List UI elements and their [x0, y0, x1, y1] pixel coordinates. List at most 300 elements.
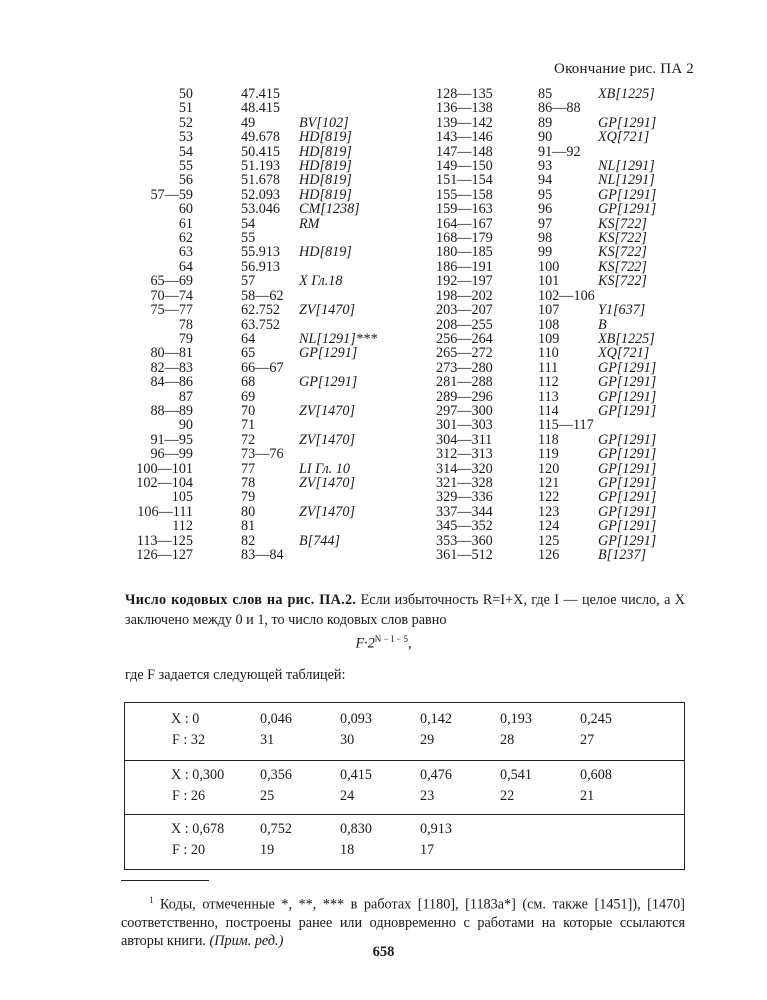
reference: GP[1291] [598, 431, 657, 448]
reference: B[1237] [598, 547, 647, 563]
f-row [125, 842, 684, 862]
reference [299, 519, 399, 533]
code-row [436, 332, 678, 346]
length-range: 203—207 [436, 302, 493, 319]
value: 124 [538, 518, 560, 535]
length-range: 353—360 [436, 532, 493, 549]
code-row [135, 548, 399, 562]
length-n: 79 [178, 330, 193, 347]
table-cell: 25 [260, 788, 275, 804]
reference [598, 101, 678, 115]
code-row [436, 274, 678, 288]
table-cell: 0,142 [420, 711, 452, 727]
reference: GP[1291] [598, 518, 657, 535]
table-cell: 29 [420, 732, 435, 748]
length-n: 55 [178, 158, 193, 175]
reference: NL[1291]*** [299, 330, 378, 347]
value: 125 [538, 532, 560, 549]
value: 109 [538, 330, 560, 347]
reference: XB[1225] [598, 330, 655, 347]
value: 65 [241, 345, 256, 362]
length-n: 112 [172, 518, 193, 535]
code-row [135, 303, 399, 317]
code-row [135, 476, 399, 490]
value: 68 [241, 374, 256, 391]
code-row [436, 447, 678, 461]
length-n: 57—59 [150, 186, 193, 203]
code-row [436, 433, 678, 447]
code-row [135, 505, 399, 519]
reference [299, 318, 399, 332]
table-cell: 0,093 [340, 711, 372, 727]
value: 101 [538, 273, 560, 290]
code-row [135, 217, 399, 231]
value: 71 [241, 417, 256, 434]
reference [299, 548, 399, 562]
length-n: 91—95 [150, 431, 193, 448]
footnote-marker: 1 [149, 895, 154, 905]
code-row [135, 260, 399, 274]
value: 95 [538, 186, 553, 203]
reference: ZV[1470] [299, 302, 355, 319]
page-number: 658 [372, 944, 395, 960]
code-row [135, 534, 399, 548]
value: 51.678 [241, 172, 281, 189]
length-n: 60 [178, 201, 193, 218]
reference: RM [299, 215, 320, 232]
length-range: 265—272 [436, 345, 493, 362]
value: 99 [538, 244, 553, 261]
value: 122 [538, 489, 560, 506]
code-row [436, 375, 678, 389]
table-group [125, 763, 684, 815]
value: 121 [538, 474, 560, 491]
reference: GP[1291] [598, 388, 657, 405]
reference: Y1[637] [598, 302, 646, 319]
code-row [436, 87, 678, 101]
formula-tail: , [407, 635, 412, 652]
code-row [436, 346, 678, 360]
code-row [436, 318, 678, 332]
table-cell: 31 [260, 732, 275, 748]
length-range: 198—202 [436, 287, 493, 304]
formula [0, 634, 767, 653]
reference: XQ[721] [598, 345, 650, 362]
length-n: 113—125 [136, 532, 193, 549]
code-row [436, 303, 678, 317]
length-range: 136—138 [436, 100, 493, 117]
code-row [135, 390, 399, 404]
value: 115—117 [538, 417, 594, 434]
table-cell: 19 [260, 842, 275, 858]
f-label: F : 26 [172, 788, 206, 804]
reference: KS[722] [598, 244, 647, 261]
reference: NL[1291] [598, 172, 655, 189]
reference [598, 289, 678, 303]
value: 110 [538, 345, 559, 362]
x-row [125, 821, 684, 841]
x-row [125, 711, 684, 731]
x-label: X : 0,678 [171, 821, 225, 837]
length-range: 361—512 [436, 547, 493, 563]
value: 56.913 [241, 258, 281, 275]
reference [299, 101, 399, 115]
reference: HD[819] [299, 172, 352, 189]
reference: CM[1238] [299, 201, 360, 218]
reference: ZV[1470] [299, 431, 355, 448]
code-row [135, 346, 399, 360]
length-n: 63 [178, 244, 193, 261]
left-code-list [135, 87, 399, 562]
length-range: 314—320 [436, 460, 493, 477]
reference [299, 490, 399, 504]
paragraph-codeword-count [125, 590, 685, 630]
length-n: 64 [178, 258, 193, 275]
code-row [436, 245, 678, 259]
reference: GP[1291] [598, 446, 657, 463]
paragraph-heading: Число кодовых слов на рис. ПА.2. [125, 592, 357, 608]
code-row [135, 447, 399, 461]
length-range: 143—146 [436, 129, 493, 146]
value: 78 [241, 474, 256, 491]
code-row [135, 202, 399, 216]
length-n: 126—127 [136, 547, 193, 563]
table-cell: 0,608 [580, 767, 612, 783]
value: 52.093 [241, 186, 281, 203]
table-cell: 0,752 [260, 821, 292, 837]
reference: KS[722] [598, 258, 647, 275]
reference: HD[819] [299, 129, 352, 146]
value: 50.415 [241, 143, 281, 160]
value: 93 [538, 158, 553, 175]
code-row [135, 245, 399, 259]
code-row [135, 159, 399, 173]
code-row [436, 519, 678, 533]
length-n: 78 [178, 316, 193, 333]
value: 90 [538, 129, 553, 146]
value: 55 [241, 230, 256, 247]
table-group [125, 707, 684, 759]
reference: ZV[1470] [299, 402, 355, 419]
reference: GP[1291] [598, 503, 657, 520]
length-range: 151—154 [436, 172, 493, 189]
x-label: X : 0,300 [171, 767, 225, 783]
code-row [135, 289, 399, 303]
reference: LI Гл. 10 [299, 460, 350, 477]
reference: ZV[1470] [299, 503, 355, 520]
value: 91—92 [538, 143, 581, 160]
reference [299, 418, 399, 432]
reference: HD[819] [299, 186, 352, 203]
code-row [436, 145, 678, 159]
value: 119 [538, 446, 559, 463]
length-range: 155—158 [436, 186, 493, 203]
length-n: 52 [178, 114, 193, 131]
reference: GP[1291] [598, 114, 657, 131]
value: 57 [241, 273, 256, 290]
code-row [436, 173, 678, 187]
code-row [135, 130, 399, 144]
code-row [436, 217, 678, 231]
paragraph-table-intro: где F задается следующей таблицей: [125, 667, 346, 683]
value: 96 [538, 201, 553, 218]
reference: GP[1291] [598, 374, 657, 391]
length-range: 345—352 [436, 518, 493, 535]
length-n: 65—69 [150, 273, 193, 290]
code-row [436, 548, 678, 562]
value: 79 [241, 489, 256, 506]
reference: B[744] [299, 532, 340, 549]
reference: B [598, 316, 607, 333]
value: 114 [538, 402, 559, 419]
code-row [135, 116, 399, 130]
length-range: 168—179 [436, 230, 493, 247]
code-row [436, 490, 678, 504]
value: 64 [241, 330, 256, 347]
length-n: 96—99 [150, 446, 193, 463]
value: 81 [241, 518, 256, 535]
value: 63.752 [241, 316, 281, 333]
length-range: 180—185 [436, 244, 493, 261]
footnote-editor-note: (Прим. ред.) [205, 932, 284, 949]
length-range: 208—255 [436, 316, 493, 333]
paragraph-body: Если избыточность R=I+X, где I — целое число, а X заключено между 0 и 1, то число кодовых слов равно [125, 592, 686, 628]
value: 126 [538, 547, 560, 563]
length-n: 61 [178, 215, 193, 232]
code-row [436, 534, 678, 548]
length-n: 80—81 [150, 345, 193, 362]
length-range: 128—135 [436, 86, 493, 102]
length-n: 70—74 [150, 287, 193, 304]
length-n: 54 [178, 143, 193, 160]
figure-caption: Окончание рис. ПА 2 [554, 61, 694, 77]
f-row [125, 732, 684, 752]
reference: HD[819] [299, 244, 352, 261]
reference: GP[1291] [598, 186, 657, 203]
value: 49 [241, 114, 256, 131]
length-n: 88—89 [150, 402, 193, 419]
value: 83—84 [241, 547, 284, 563]
code-row [135, 361, 399, 375]
right-code-list [436, 87, 678, 562]
reference: GP[1291] [598, 359, 657, 376]
value: 77 [241, 460, 256, 477]
reference [299, 87, 399, 101]
value: 94 [538, 172, 553, 189]
length-range: 304—311 [436, 431, 493, 448]
code-row [135, 231, 399, 245]
length-n: 51 [178, 100, 193, 117]
value: 111 [538, 359, 559, 376]
code-row [436, 202, 678, 216]
value: 82 [241, 532, 256, 549]
reference: ZV[1470] [299, 474, 355, 491]
table-cell: 0,415 [340, 767, 372, 783]
code-row [135, 404, 399, 418]
value: 97 [538, 215, 553, 232]
value: 86—88 [538, 100, 581, 117]
value: 113 [538, 388, 559, 405]
length-n: 102—104 [136, 474, 193, 491]
reference: KS[722] [598, 215, 647, 232]
length-range: 289—296 [436, 388, 493, 405]
value: 54 [241, 215, 256, 232]
reference: GP[1291] [598, 474, 657, 491]
length-range: 139—142 [436, 114, 493, 131]
code-row [135, 332, 399, 346]
code-row [436, 404, 678, 418]
length-n: 90 [178, 417, 193, 434]
length-range: 149—150 [436, 158, 493, 175]
length-range: 192—197 [436, 273, 493, 290]
reference [598, 418, 678, 432]
value: 62.752 [241, 302, 281, 319]
length-range: 297—300 [436, 402, 493, 419]
length-range: 186—191 [436, 258, 493, 275]
reference [299, 231, 399, 245]
value: 72 [241, 431, 256, 448]
value: 118 [538, 431, 559, 448]
code-row [135, 145, 399, 159]
reference [299, 390, 399, 404]
code-row [436, 130, 678, 144]
code-row [135, 173, 399, 187]
table-cell: 27 [580, 732, 595, 748]
code-row [436, 289, 678, 303]
table-cell: 0,356 [260, 767, 292, 783]
code-row [436, 418, 678, 432]
code-row [436, 462, 678, 476]
reference: GP[1291] [598, 201, 657, 218]
code-row [135, 101, 399, 115]
reference: GP[1291] [598, 460, 657, 477]
length-range: 321—328 [436, 474, 493, 491]
table-cell: 0,046 [260, 711, 292, 727]
code-row [135, 375, 399, 389]
table-group [125, 817, 684, 869]
code-row [135, 418, 399, 432]
value: 120 [538, 460, 560, 477]
footnote [121, 891, 685, 950]
code-row [135, 188, 399, 202]
value: 85 [538, 86, 553, 102]
code-row [436, 361, 678, 375]
length-range: 256—264 [436, 330, 493, 347]
code-row [436, 231, 678, 245]
length-range: 312—313 [436, 446, 493, 463]
value: 73—76 [241, 446, 284, 463]
code-row [135, 462, 399, 476]
value: 123 [538, 503, 560, 520]
code-row [135, 433, 399, 447]
f-row [125, 788, 684, 808]
reference: GP[1291] [299, 345, 358, 362]
f-label: F : 20 [172, 842, 206, 858]
code-row [436, 505, 678, 519]
value: 108 [538, 316, 560, 333]
length-n: 87 [178, 388, 193, 405]
length-n: 105 [171, 489, 193, 506]
length-range: 281—288 [436, 374, 493, 391]
length-range: 273—280 [436, 359, 493, 376]
table-cell: 30 [340, 732, 355, 748]
table-cell: 21 [580, 788, 595, 804]
length-range: 159—163 [436, 201, 493, 218]
code-row [436, 159, 678, 173]
length-n: 53 [178, 129, 193, 146]
value: 55.913 [241, 244, 281, 261]
table-cell: 28 [500, 732, 515, 748]
length-n: 56 [178, 172, 193, 189]
reference: GP[1291] [299, 374, 358, 391]
reference: XQ[721] [598, 129, 650, 146]
length-range: 164—167 [436, 215, 493, 232]
value: 89 [538, 114, 553, 131]
f-label: F : 32 [172, 732, 206, 748]
length-n: 75—77 [150, 302, 193, 319]
length-range: 329—336 [436, 489, 493, 506]
code-row [135, 519, 399, 533]
length-range: 337—344 [436, 503, 493, 520]
formula-exponent: N − I − 5 [374, 634, 408, 644]
table-cell: 0,913 [420, 821, 452, 837]
code-row [436, 390, 678, 404]
reference: GP[1291] [598, 532, 657, 549]
table-cell: 18 [340, 842, 355, 858]
length-range: 147—148 [436, 143, 493, 160]
value: 98 [538, 230, 553, 247]
table-cell: 17 [420, 842, 435, 858]
value: 48.415 [241, 100, 281, 117]
reference: HD[819] [299, 158, 352, 175]
code-row [135, 274, 399, 288]
code-row [436, 188, 678, 202]
table-divider [125, 760, 684, 761]
value: 70 [241, 402, 256, 419]
value: 102—106 [538, 287, 595, 304]
formula-base: F·2 [355, 635, 375, 652]
value: 100 [538, 258, 560, 275]
value: 49.678 [241, 129, 281, 146]
footnote-rule [121, 880, 209, 881]
x-row [125, 767, 684, 787]
table-cell: 0,476 [420, 767, 452, 783]
code-row [436, 116, 678, 130]
reference: NL[1291] [598, 158, 655, 175]
length-n: 84—86 [150, 374, 193, 391]
table-cell: 24 [340, 788, 355, 804]
length-n: 106—111 [137, 503, 193, 520]
value: 53.046 [241, 201, 281, 218]
value: 47.415 [241, 86, 281, 102]
reference: GP[1291] [598, 402, 657, 419]
reference: KS[722] [598, 230, 647, 247]
reference: GP[1291] [598, 489, 657, 506]
value: 107 [538, 302, 560, 319]
code-row [436, 101, 678, 115]
table-cell: 0,830 [340, 821, 372, 837]
reference: XB[1225] [598, 86, 655, 102]
code-row [135, 87, 399, 101]
length-n: 82—83 [150, 359, 193, 376]
code-row [135, 490, 399, 504]
length-n: 62 [178, 230, 193, 247]
value: 80 [241, 503, 256, 520]
reference [299, 260, 399, 274]
value: 58—62 [241, 287, 284, 304]
length-n: 50 [178, 86, 193, 102]
code-row [436, 476, 678, 490]
